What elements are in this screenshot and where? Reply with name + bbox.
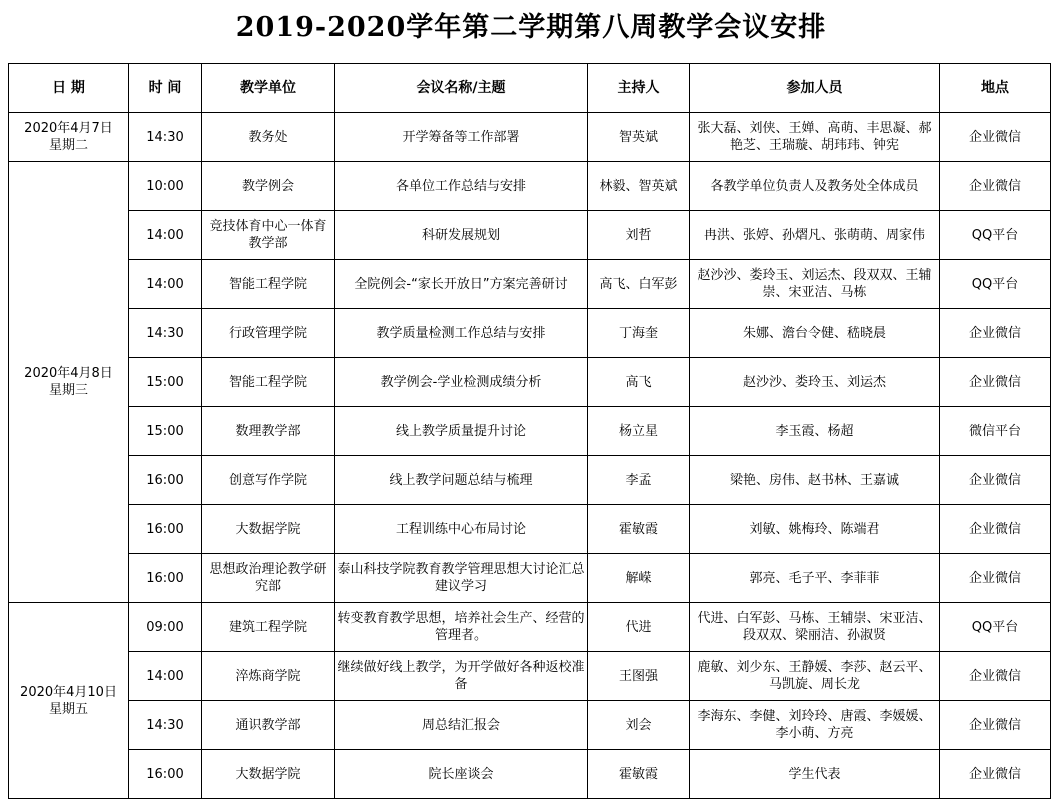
cell-topic: 线上教学问题总结与梳理 <box>335 456 588 505</box>
cell-topic: 周总结汇报会 <box>335 701 588 750</box>
cell-place: 企业微信 <box>940 456 1051 505</box>
cell-unit: 思想政治理论教学研究部 <box>202 554 335 603</box>
cell-attendees: 赵沙沙、娄玲玉、刘运杰 <box>690 358 940 407</box>
page-title: 2019-2020学年第二学期第八周教学会议安排 <box>235 12 827 43</box>
cell-host: 林毅、智英斌 <box>588 162 690 211</box>
cell-attendees: 代进、白军彭、马栋、王辅崇、宋亚洁、段双双、梁丽洁、孙淑贤 <box>690 603 940 652</box>
header-topic: 会议名称/主题 <box>335 64 588 113</box>
cell-attendees: 梁艳、房伟、赵书林、王嘉诚 <box>690 456 940 505</box>
cell-time: 14:00 <box>129 211 202 260</box>
cell-unit: 教务处 <box>202 113 335 162</box>
table-row <box>9 113 1051 162</box>
table-row <box>9 309 1051 358</box>
meeting-schedule-table <box>8 63 1051 799</box>
cell-unit: 淬炼商学院 <box>202 652 335 701</box>
cell-attendees: 刘敏、姚梅玲、陈端君 <box>690 505 940 554</box>
cell-place: 企业微信 <box>940 358 1051 407</box>
weekday-text: 星期三 <box>48 383 88 398</box>
cell-place: QQ平台 <box>940 260 1051 309</box>
cell-attendees: 李玉霞、杨超 <box>690 407 940 456</box>
cell-attendees: 郭亮、毛子平、李菲菲 <box>690 554 940 603</box>
cell-time: 16:00 <box>129 456 202 505</box>
table-body <box>9 113 1051 799</box>
cell-time: 14:30 <box>129 309 202 358</box>
cell-topic: 院长座谈会 <box>335 750 588 799</box>
table-row <box>9 505 1051 554</box>
cell-topic: 转变教育教学思想，培养社会生产、经营的管理者。 <box>335 603 588 652</box>
cell-host: 李孟 <box>588 456 690 505</box>
table-row <box>9 554 1051 603</box>
cell-host: 王图强 <box>588 652 690 701</box>
cell-topic: 教学例会-学业检测成绩分析 <box>335 358 588 407</box>
header-place: 地点 <box>940 64 1051 113</box>
cell-topic: 工程训练中心布局讨论 <box>335 505 588 554</box>
table-row <box>9 407 1051 456</box>
cell-attendees: 赵沙沙、娄玲玉、刘运杰、段双双、王辅崇、宋亚洁、马栋 <box>690 260 940 309</box>
table-row <box>9 162 1051 211</box>
cell-unit: 智能工程学院 <box>202 358 335 407</box>
cell-topic: 教学质量检测工作总结与安排 <box>335 309 588 358</box>
cell-unit: 建筑工程学院 <box>202 603 335 652</box>
cell-date <box>9 603 129 799</box>
cell-topic: 科研发展规划 <box>335 211 588 260</box>
cell-topic: 各单位工作总结与安排 <box>335 162 588 211</box>
cell-host: 霍敏霞 <box>588 505 690 554</box>
cell-time: 09:00 <box>129 603 202 652</box>
cell-time: 14:00 <box>129 652 202 701</box>
table-row <box>9 211 1051 260</box>
header-host: 主持人 <box>588 64 690 113</box>
cell-unit: 大数据学院 <box>202 505 335 554</box>
date-text: 2020年4月7日 <box>24 121 113 136</box>
cell-time: 14:00 <box>129 260 202 309</box>
cell-time: 15:00 <box>129 358 202 407</box>
table-row <box>9 701 1051 750</box>
cell-host: 高飞、白军彭 <box>588 260 690 309</box>
cell-unit: 大数据学院 <box>202 750 335 799</box>
cell-place: 企业微信 <box>940 701 1051 750</box>
table-row <box>9 603 1051 652</box>
cell-place: 企业微信 <box>940 750 1051 799</box>
table-row <box>9 456 1051 505</box>
cell-place: 企业微信 <box>940 162 1051 211</box>
cell-topic: 全院例会-“家长开放日”方案完善研讨 <box>335 260 588 309</box>
cell-place: 企业微信 <box>940 652 1051 701</box>
cell-unit: 竞技体育中心一体育教学部 <box>202 211 335 260</box>
cell-attendees: 学生代表 <box>690 750 940 799</box>
cell-host: 丁海奎 <box>588 309 690 358</box>
header-date: 日 期 <box>9 64 129 113</box>
table-header-row <box>9 64 1051 113</box>
cell-attendees: 各教学单位负责人及教务处全体成员 <box>690 162 940 211</box>
cell-time: 10:00 <box>129 162 202 211</box>
cell-unit: 通识教学部 <box>202 701 335 750</box>
cell-host: 代进 <box>588 603 690 652</box>
weekday-text: 星期二 <box>48 138 88 153</box>
cell-time: 15:00 <box>129 407 202 456</box>
cell-time: 16:00 <box>129 505 202 554</box>
cell-place: 企业微信 <box>940 554 1051 603</box>
cell-place: 企业微信 <box>940 309 1051 358</box>
cell-attendees: 张大磊、刘侠、王婵、高萌、丰思凝、郝艳芝、王瑞璇、胡玮玮、钟宪 <box>690 113 940 162</box>
cell-attendees: 鹿敏、刘少东、王静媛、李莎、赵云平、马凯旋、周长龙 <box>690 652 940 701</box>
table-row <box>9 260 1051 309</box>
header-time: 时 间 <box>129 64 202 113</box>
cell-host: 霍敏霞 <box>588 750 690 799</box>
cell-place: 企业微信 <box>940 113 1051 162</box>
cell-time: 16:00 <box>129 554 202 603</box>
cell-attendees: 李海东、李健、刘玲玲、唐霞、李媛媛、李小萌、方亮 <box>690 701 940 750</box>
cell-unit: 创意写作学院 <box>202 456 335 505</box>
cell-unit: 行政管理学院 <box>202 309 335 358</box>
cell-time: 14:30 <box>129 701 202 750</box>
header-unit: 教学单位 <box>202 64 335 113</box>
cell-time: 14:30 <box>129 113 202 162</box>
cell-topic: 线上教学质量提升讨论 <box>335 407 588 456</box>
table-row <box>9 652 1051 701</box>
cell-place: 企业微信 <box>940 505 1051 554</box>
cell-date <box>9 113 129 162</box>
cell-unit: 教学例会 <box>202 162 335 211</box>
table-row <box>9 750 1051 799</box>
cell-attendees: 冉洪、张婷、孙熠凡、张萌萌、周家伟 <box>690 211 940 260</box>
cell-topic: 开学筹备等工作部署 <box>335 113 588 162</box>
cell-topic: 继续做好线上教学，为开学做好各种返校准备 <box>335 652 588 701</box>
cell-host: 杨立星 <box>588 407 690 456</box>
weekday-text: 星期五 <box>48 701 88 717</box>
cell-host: 智英斌 <box>588 113 690 162</box>
cell-unit: 数理教学部 <box>202 407 335 456</box>
date-text: 2020年4月10日 <box>20 684 117 700</box>
cell-place: QQ平台 <box>940 211 1051 260</box>
cell-host: 解嵘 <box>588 554 690 603</box>
cell-host: 刘会 <box>588 701 690 750</box>
date-text: 2020年4月8日 <box>24 366 113 381</box>
cell-attendees: 朱娜、澹台令健、嵇晓晨 <box>690 309 940 358</box>
cell-place: QQ平台 <box>940 603 1051 652</box>
cell-place: 微信平台 <box>940 407 1051 456</box>
table-row <box>9 358 1051 407</box>
cell-time: 16:00 <box>129 750 202 799</box>
header-attendees: 参加人员 <box>690 64 940 113</box>
cell-unit: 智能工程学院 <box>202 260 335 309</box>
cell-host: 高飞 <box>588 358 690 407</box>
cell-date <box>9 162 129 603</box>
cell-topic: 泰山科技学院教育教学管理思想大讨论汇总建议学习 <box>335 554 588 603</box>
cell-host: 刘哲 <box>588 211 690 260</box>
